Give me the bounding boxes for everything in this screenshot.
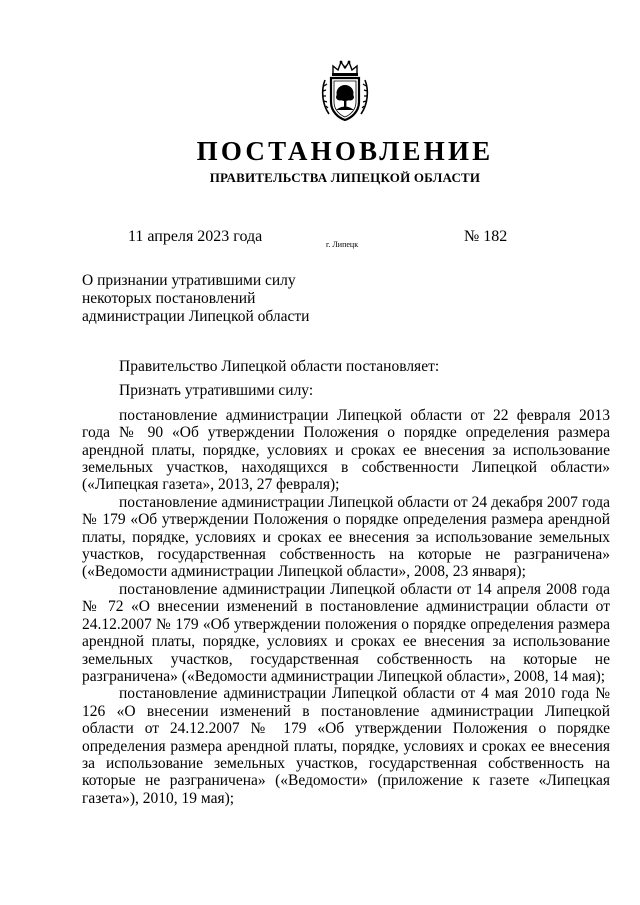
- repealed-act-item: постановление администрации Липецкой области от 14 апреля 2008 года № 72 «О внесении изменений в постановление администрации области от 24.12.2007 № 179 «Об утверждении положения о порядке определения размера арендной платы, порядке, условиях и сроках ее внесения за использование земельных участков, государственная собственность на которые не разграничена» («Ведомости администрации Липецкой области», 2008, 14 мая);: [82, 580, 610, 685]
- document-body: [82, 358, 610, 807]
- document-city: г. Липецк: [326, 240, 359, 249]
- lipetsk-coat-of-arms-icon: [319, 58, 371, 124]
- document-subject: [82, 272, 322, 326]
- subject-line: некоторых постановлений: [82, 290, 256, 307]
- document-date: 11 апреля 2023 года: [128, 228, 263, 245]
- document-number: № 182: [464, 228, 508, 245]
- subject-line: администрации Липецкой области: [82, 308, 310, 325]
- preamble-paragraph: Правительство Липецкой области постановляет:: [119, 358, 440, 375]
- subject-line: О признании утратившими силу: [82, 272, 296, 289]
- repealed-act-item: постановление администрации Липецкой области от 22 февраля 2013 года № 90 «Об утверждении Положения о порядке определения размера арендной платы, порядке, условиях и сроках ее внесения за использование земельных участков, находящихся в собственности Липецкой области» («Липецкая газета», 2013, 27 февраля);: [82, 406, 610, 494]
- resolution-paragraph: Признать утратившими силу:: [119, 382, 314, 400]
- document-title: ПОСТАНОВЛЕНИЕ: [196, 136, 494, 166]
- repealed-act-item: постановление администрации Липецкой области от 4 мая 2010 года № 126 «О внесении изменений в постановление администрации Липецкой области от 24.12.2007 № 179 «Об утверждении Положения о порядке определения размера арендной платы, порядке, условиях и сроках ее внесения за использование земельных участков, государственная собственность на которые не разграничена» («Ведомости» (приложение к газете «Липецкая газета»), 2010, 19 мая);: [82, 685, 610, 807]
- document-subtitle: ПРАВИТЕЛЬСТВА ЛИПЕЦКОЙ ОБЛАСТИ: [209, 170, 481, 185]
- repealed-act-item: постановление администрации Липецкой области от 24 декабря 2007 года № 179 «Об утверждении Положения о порядке определения размера арендной платы, порядке, условиях и сроках ее внесения за использование земельных участков, государственная собственность на которые не разграничена» («Ведомости администрации Липецкой области», 2008, 23 января);: [82, 493, 610, 581]
